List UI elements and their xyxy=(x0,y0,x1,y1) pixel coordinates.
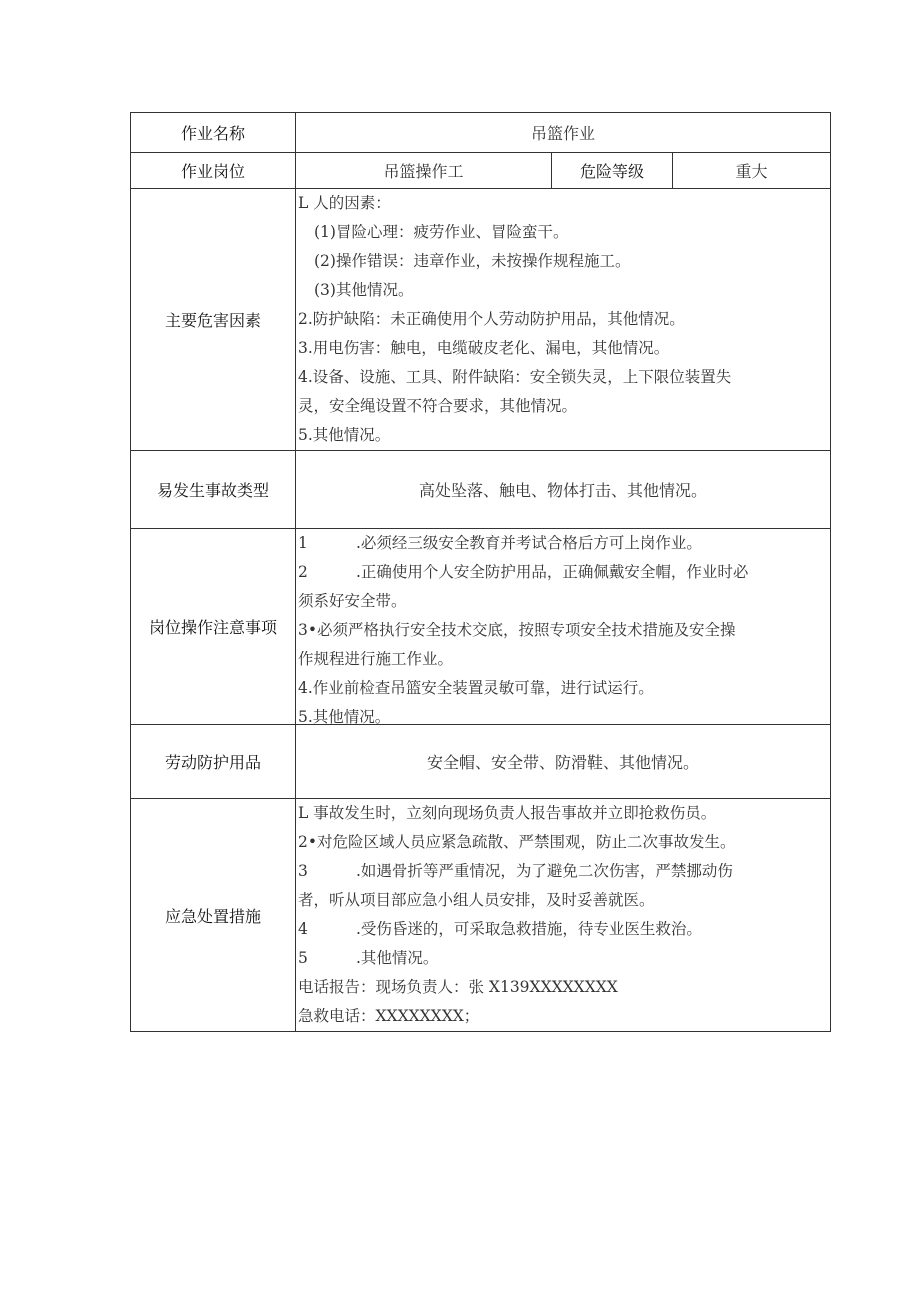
row-ppe xyxy=(131,725,831,799)
ppe-label: 劳动防护用品 xyxy=(131,725,296,799)
hazard-line: 2.防护缺陷：未正确使用个人劳动防护用品，其他情况。 xyxy=(298,310,685,328)
precaution-item xyxy=(298,529,830,558)
safety-card-table xyxy=(130,112,831,1032)
hazard-line: (2)操作错误：违章作业，未按操作规程施工。 xyxy=(314,252,631,270)
emergency-number: 4 xyxy=(298,920,308,938)
emergency-number: 5 xyxy=(298,949,308,967)
job-name-label: 作业名称 xyxy=(131,113,296,153)
hazard-line: 灵，安全绳设置不符合要求，其他情况。 xyxy=(298,397,578,415)
job-post-label: 作业岗位 xyxy=(131,153,296,189)
hazard-line: 5.其他情况。 xyxy=(298,426,391,444)
hazards-content xyxy=(296,189,831,451)
row-precautions xyxy=(131,529,831,725)
emergency-line: L 事故发生时，立刻向现场负责人报告事故并立即抢救伤员。 xyxy=(298,804,717,822)
emergency-rescue-phone: 急救电话：XXXXXXXX； xyxy=(298,1007,480,1025)
emergency-phone: 电话报告：现场负责人：张 X139XXXXXXXX xyxy=(298,978,618,996)
emergency-label: 应急处置措施 xyxy=(131,799,296,1032)
precaution-line: 4.作业前检查吊篮安全装置灵敏可靠，进行试运行。 xyxy=(298,679,654,697)
emergency-text: .如遇骨折等严重情况，为了避免二次伤害，严禁挪动伤 xyxy=(356,862,733,880)
risk-level-value: 重大 xyxy=(673,153,831,189)
emergency-content xyxy=(296,799,831,1032)
emergency-item xyxy=(298,857,830,886)
row-hazards xyxy=(131,189,831,451)
emergency-number: 3 xyxy=(298,862,308,880)
row-job-post xyxy=(131,153,831,189)
row-job-name xyxy=(131,113,831,153)
hazard-line: 3.用电伤害：触电，电缆破皮老化、漏电，其他情况。 xyxy=(298,339,670,357)
hazard-line: (1)冒险心理：疲劳作业、冒险蛮干。 xyxy=(314,223,569,241)
precaution-line: 须系好安全带。 xyxy=(298,592,407,610)
emergency-item xyxy=(298,944,830,973)
row-emergency xyxy=(131,799,831,1032)
precaution-text: .正确使用个人安全防护用品，正确佩戴安全帽，作业时必 xyxy=(356,563,749,581)
hazards-label: 主要危害因素 xyxy=(131,189,296,451)
job-name-value: 吊篮作业 xyxy=(296,113,831,153)
accidents-label: 易发生事故类型 xyxy=(131,451,296,529)
row-accidents xyxy=(131,451,831,529)
emergency-line: 者，听从项目部应急小组人员安排，及时妥善就医。 xyxy=(298,891,655,909)
precaution-line: 作规程进行施工作业。 xyxy=(298,650,454,668)
hazard-line: (3)其他情况。 xyxy=(314,281,414,299)
ppe-value: 安全帽、安全带、防滑鞋、其他情况。 xyxy=(296,725,831,799)
precaution-number: 1 xyxy=(298,534,308,552)
precautions-content xyxy=(296,529,831,725)
risk-level-label: 危险等级 xyxy=(552,153,673,189)
precaution-line: 3•必须严格执行安全技术交底，按照专项安全技术措施及安全操 xyxy=(298,621,736,639)
emergency-text: .其他情况。 xyxy=(356,949,439,967)
precautions-label: 岗位操作注意事项 xyxy=(131,529,296,725)
accidents-value: 高处坠落、触电、物体打击、其他情况。 xyxy=(296,451,831,529)
job-post-value: 吊篮操作工 xyxy=(296,153,552,189)
precaution-text: .必须经三级安全教育并考试合格后方可上岗作业。 xyxy=(356,534,702,552)
precaution-number: 2 xyxy=(298,563,308,581)
precaution-line: 5.其他情况。 xyxy=(298,708,391,724)
hazard-line: 4.设备、设施、工具、附件缺陷：安全锁失灵，上下限位装置失 xyxy=(298,368,732,386)
emergency-item xyxy=(298,915,830,944)
precaution-item xyxy=(298,558,830,587)
emergency-line: 2•对危险区域人员应紧急疏散、严禁围观，防止二次事故发生。 xyxy=(298,833,736,851)
hazard-line: L 人的因素： xyxy=(298,194,391,212)
emergency-text: .受伤昏迷的，可采取急救措施，待专业医生救治。 xyxy=(356,920,702,938)
